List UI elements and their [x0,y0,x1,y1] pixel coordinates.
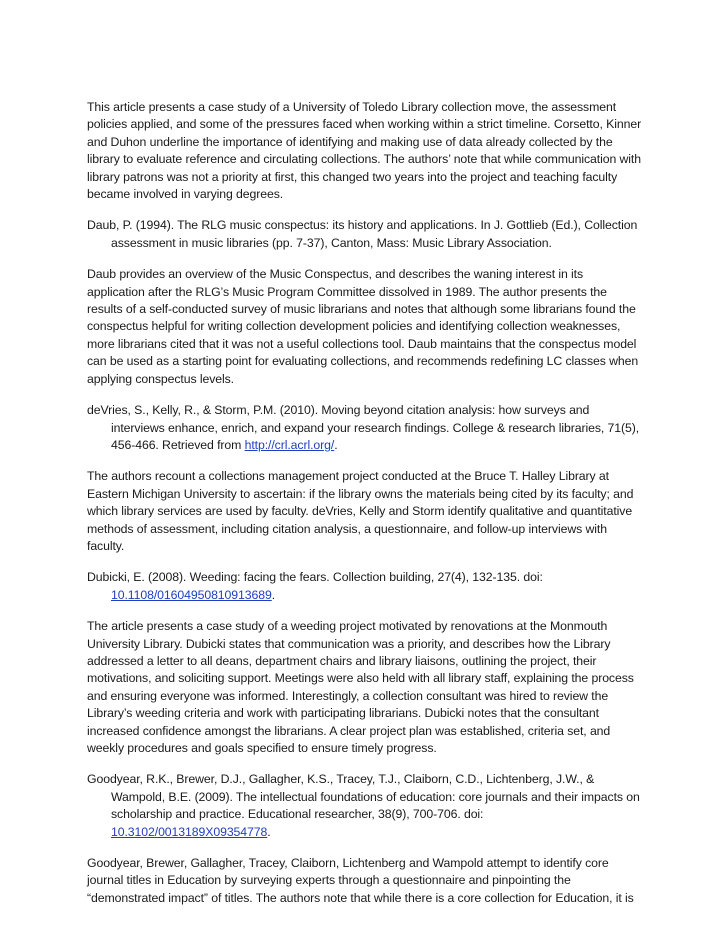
annotation-toledo: This article presents a case study of a University of Toledo Library collection move, the assessment policies applied, and some of the pressures faced when working within a strict timeline. Corsetto, Kinner and Duhon underline the importance of identifying and making use of data already collected by the library to evaluate reference and circulating collections. The authors’ note that while communication with library patrons was not a priority at first, this changed two years into the project and teaching faculty became involved in varying degrees. [87,100,642,202]
reference-dubicki [87,569,643,604]
annotation-daub: Daub provides an overview of the Music Conspectus, and describes the waning interest in its application after the RLG’s Music Program Committee dissolved in 1989. The author presents the results of a self-conducted survey of music librarians and notes that although some librarians found the conspectus helpful for writing collection development policies and identifying collection weaknesses, more librarians cited that it was not a useful collections tool. Daub maintains that the conspectus model can be used as a starting point for evaluating collections, and recommends redefining LC classes when applying conspectus levels. [87,267,639,386]
annotation-devries: The authors recount a collections management project conducted at the Bruce T. Halley Library at Eastern Michigan University to ascertain: if the library owns the materials being cited by its faculty; and which library services are used by faculty. deVries, Kelly and Storm identify qualitative and quantitative methods of assessment, including citation analysis, a questionnaire, and follow-up interviews with faculty. [87,469,634,553]
reference-text: deVries, S., Kelly, R., & Storm, P.M. (2010). Moving beyond citation analysis: how surveys and interviews enhance, enrich, and expand your research findings. College & research libraries, 71(5), 456-466. Retrieved from [87,403,640,452]
annotation-goodyear: Goodyear, Brewer, Gallagher, Tracey, Claiborn, Lichtenberg and Wampold attempt to identify core journal titles in Education by surveying experts through a questionnaire and pinpointing the “demonstrated impact” of titles. The authors note that while there is a core collection for Education, it is [87,856,634,905]
document-page [87,99,643,921]
reference-suffix: . [267,824,271,839]
annotation-dubicki: The article presents a case study of a weeding project motivated by renovations at the Monmouth University Library. Dubicki states that communication was a priority, and describes how the Library addressed a letter to all deans, department chairs and library liaisons, outlining the project, their motivations, and soliciting support. Meetings were also held with all library staff, explaining the process and ensuring everyone was informed. Interestingly, a collection consultant was hired to review the Library’s weeding criteria and work with participating librarians. Dubicki notes that the consultant increased confidence amongst the librarians. A clear project plan was established, criteria set, and weekly procedures and goals specified to ensure timely progress. [87,619,634,755]
doi-link-goodyear[interactable]: 10.3102/0013189X09354778 [111,824,268,839]
reference-text: Daub, P. (1994). The RLG music conspectus: its history and applications. In J. Gottlieb (Ed.), Collection assessment in music libraries (pp. 7-37), Canton, Mass: Music Library Association. [87,218,638,250]
reference-daub [87,217,643,252]
reference-suffix: . [271,587,276,602]
reference-suffix: . [334,437,338,452]
crl-link[interactable]: http://crl.acrl.org/ [244,437,335,452]
reference-goodyear [87,771,643,841]
reference-text: Goodyear, R.K., Brewer, D.J., Gallagher, K.S., Tracey, T.J., Claiborn, C.D., Lichtenberg, J.W., & Wampold, B.E. (2009). The intellectual foundations of education: core journals and their impacts on scholarship and practice. Educational researcher, 38(9), 700-706. doi: [87,772,640,822]
reference-text: Dubicki, E. (2008). Weeding: facing the fears. Collection building, 27(4), 132-135. doi: [87,570,543,585]
reference-devries [87,402,643,454]
doi-link-dubicki[interactable]: 10.1108/01604950810913689 [111,587,272,602]
